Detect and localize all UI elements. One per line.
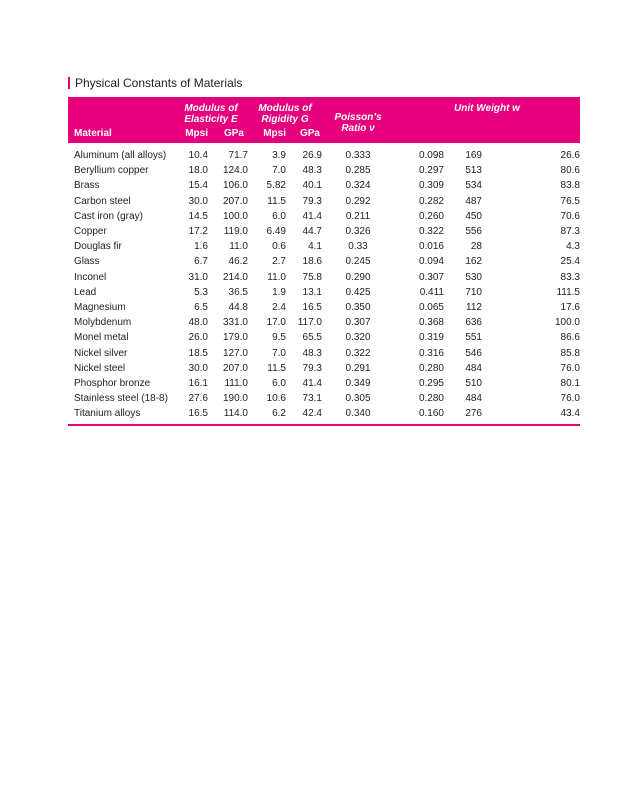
- header-poisson: [322, 97, 394, 143]
- e-gpa-cell: 106.0: [222, 180, 248, 192]
- w-kn-cell: 100.0: [554, 317, 580, 329]
- e-gpa-cell: 114.0: [223, 408, 248, 420]
- header-rigidity: [248, 97, 322, 125]
- poisson-cell: 0.290: [345, 271, 371, 283]
- material-cell: Brass: [74, 180, 100, 192]
- w-lbf-cell: 0.282: [418, 195, 444, 207]
- poisson-cell: 0.324: [345, 180, 371, 192]
- material-cell: Cast iron (gray): [74, 210, 143, 222]
- g-mpsi-cell: 6.2: [272, 408, 286, 420]
- material-cell: Monel metal: [74, 332, 129, 344]
- header-poisson-line2: Ratio ν: [341, 123, 375, 134]
- w-lbf-cell: 0.295: [418, 377, 444, 389]
- w-lbf-cell: 0.319: [418, 332, 444, 344]
- g-mpsi-cell: 10.6: [266, 393, 286, 405]
- table-row: [68, 224, 580, 239]
- w-lbf-cell: 0.094: [418, 256, 444, 268]
- w-kn-cell: 111.5: [556, 286, 580, 298]
- table-row: [68, 270, 580, 285]
- table-row: [68, 300, 580, 315]
- w-lbf2-cell: 487: [465, 195, 482, 207]
- poisson-cell: 0.291: [345, 362, 371, 374]
- w-lbf-cell: 0.322: [418, 226, 444, 238]
- w-lbf-cell: 0.316: [418, 347, 444, 359]
- poisson-cell: 0.340: [345, 408, 371, 420]
- g-mpsi-cell: 5.82: [266, 180, 286, 192]
- g-gpa-cell: 41.4: [302, 377, 322, 389]
- physical-constants-table: [68, 97, 580, 421]
- g-gpa-cell: 73.1: [302, 393, 322, 405]
- w-lbf2-cell: 710: [465, 286, 482, 298]
- header-rigidity-line2: Rigidity G: [261, 114, 309, 125]
- e-mpsi-cell: 6.7: [194, 256, 208, 268]
- g-mpsi-cell: 0.6: [272, 241, 286, 253]
- header-elasticity-line2: Elasticity E: [184, 114, 238, 125]
- e-gpa-cell: 119.0: [223, 226, 248, 238]
- e-gpa-cell: 36.5: [228, 286, 248, 298]
- poisson-cell: 0.350: [345, 301, 371, 313]
- poisson-cell: 0.307: [345, 317, 371, 329]
- table-row: [68, 209, 580, 224]
- w-lbf2-cell: 484: [465, 393, 482, 405]
- g-gpa-cell: 117.0: [297, 317, 322, 329]
- material-cell: Carbon steel: [74, 195, 131, 207]
- material-cell: Copper: [74, 226, 107, 238]
- w-lbf-cell: 0.160: [418, 408, 444, 420]
- material-cell: Stainless steel (18-8): [74, 393, 168, 405]
- e-mpsi-cell: 10.4: [188, 150, 208, 162]
- header-g-mpsi: Mpsi: [248, 125, 286, 143]
- poisson-cell: 0.292: [345, 195, 371, 207]
- w-lbf2-cell: 510: [465, 377, 482, 389]
- g-gpa-cell: 4.1: [308, 241, 322, 253]
- w-kn-cell: 4.3: [566, 241, 580, 253]
- poisson-cell: 0.245: [345, 256, 371, 268]
- poisson-cell: 0.285: [345, 165, 371, 177]
- w-lbf-cell: 0.368: [418, 317, 444, 329]
- material-cell: Glass: [74, 256, 100, 268]
- table-row: [68, 254, 580, 269]
- g-mpsi-cell: 3.9: [272, 150, 286, 162]
- header-unit-weight: Unit Weight w: [394, 97, 580, 143]
- e-mpsi-cell: 16.5: [188, 408, 208, 420]
- table-row: [68, 315, 580, 330]
- table-row: [68, 330, 580, 345]
- g-mpsi-cell: 2.7: [272, 256, 286, 268]
- e-mpsi-cell: 31.0: [188, 271, 208, 283]
- g-gpa-cell: 40.1: [302, 180, 322, 192]
- w-lbf2-cell: 556: [465, 226, 482, 238]
- w-lbf2-cell: 450: [465, 210, 482, 222]
- table-row: [68, 361, 580, 376]
- table-bottom-rule: [68, 424, 580, 426]
- w-kn-cell: 26.6: [560, 150, 580, 162]
- w-lbf2-cell: 551: [465, 332, 482, 344]
- page-title-text: Physical Constants of Materials: [75, 76, 243, 90]
- e-mpsi-cell: 16.1: [188, 377, 208, 389]
- w-lbf-cell: 0.098: [418, 150, 444, 162]
- table-row: [68, 376, 580, 391]
- g-mpsi-cell: 7.0: [272, 165, 286, 177]
- w-lbf2-cell: 636: [465, 317, 482, 329]
- w-kn-cell: 80.1: [560, 377, 580, 389]
- material-cell: Beryllium copper: [74, 165, 149, 177]
- w-kn-cell: 17.6: [560, 301, 580, 313]
- g-gpa-cell: 48.3: [302, 347, 322, 359]
- g-gpa-cell: 65.5: [302, 332, 322, 344]
- e-gpa-cell: 207.0: [222, 195, 248, 207]
- material-cell: Douglas fir: [74, 241, 122, 253]
- w-lbf-cell: 0.411: [419, 286, 444, 298]
- w-lbf2-cell: 162: [465, 256, 482, 268]
- e-gpa-cell: 71.7: [228, 150, 248, 162]
- e-mpsi-cell: 30.0: [188, 362, 208, 374]
- poisson-cell: 0.33: [348, 241, 368, 253]
- g-mpsi-cell: 17.0: [266, 317, 286, 329]
- g-gpa-cell: 18.6: [302, 256, 322, 268]
- g-mpsi-cell: 7.0: [272, 347, 286, 359]
- w-lbf2-cell: 534: [465, 180, 482, 192]
- table-row: [68, 406, 580, 421]
- poisson-cell: 0.326: [345, 226, 371, 238]
- poisson-cell: 0.322: [345, 347, 371, 359]
- w-kn-cell: 87.3: [560, 226, 580, 238]
- w-kn-cell: 80.6: [560, 165, 580, 177]
- material-cell: Nickel steel: [74, 362, 126, 374]
- w-lbf-cell: 0.016: [418, 241, 444, 253]
- w-lbf-cell: 0.307: [418, 271, 444, 283]
- table-row: [68, 178, 580, 193]
- poisson-cell: 0.211: [345, 210, 371, 222]
- table-row: [68, 345, 580, 360]
- table-row: [68, 143, 580, 163]
- e-mpsi-cell: 14.5: [188, 210, 208, 222]
- e-mpsi-cell: 17.2: [188, 226, 208, 238]
- g-mpsi-cell: 6.0: [272, 210, 286, 222]
- e-gpa-cell: 111.0: [224, 377, 248, 389]
- material-cell: Lead: [74, 286, 97, 298]
- e-gpa-cell: 207.0: [222, 362, 248, 374]
- material-cell: Phosphor bronze: [74, 377, 151, 389]
- header-row-top: [68, 97, 580, 125]
- table-row: [68, 194, 580, 209]
- g-mpsi-cell: 11.5: [267, 195, 286, 207]
- material-cell: Nickel silver: [74, 347, 128, 359]
- header-material: Material: [68, 97, 174, 143]
- w-lbf-cell: 0.309: [418, 180, 444, 192]
- w-lbf2-cell: 530: [465, 271, 482, 283]
- g-gpa-cell: 13.1: [302, 286, 322, 298]
- e-gpa-cell: 179.0: [222, 332, 248, 344]
- e-mpsi-cell: 30.0: [188, 195, 208, 207]
- g-gpa-cell: 42.4: [302, 408, 322, 420]
- w-lbf2-cell: 484: [465, 362, 482, 374]
- header-rigidity-line1: Modulus of: [258, 103, 312, 114]
- g-mpsi-cell: 1.9: [272, 286, 286, 298]
- e-mpsi-cell: 18.5: [188, 347, 208, 359]
- header-e-mpsi: Mpsi: [174, 125, 208, 143]
- w-lbf-cell: 0.065: [418, 301, 444, 313]
- e-gpa-cell: 44.8: [228, 301, 248, 313]
- page-title: [68, 76, 242, 90]
- w-kn-cell: 83.8: [560, 180, 580, 192]
- poisson-cell: 0.349: [345, 377, 371, 389]
- poisson-cell: 0.320: [345, 332, 371, 344]
- e-gpa-cell: 214.0: [222, 271, 248, 283]
- g-gpa-cell: 79.3: [302, 362, 322, 374]
- material-cell: Inconel: [74, 271, 107, 283]
- header-poisson-line1: Poisson’s: [334, 112, 382, 123]
- e-gpa-cell: 124.0: [222, 165, 248, 177]
- table-body: [68, 143, 580, 421]
- e-mpsi-cell: 26.0: [188, 332, 208, 344]
- material-cell: Aluminum (all alloys): [74, 150, 167, 162]
- g-mpsi-cell: 11.5: [267, 362, 286, 374]
- w-lbf-cell: 0.297: [418, 165, 444, 177]
- e-mpsi-cell: 15.4: [188, 180, 208, 192]
- table-row: [68, 285, 580, 300]
- table-row: [68, 391, 580, 406]
- w-lbf-cell: 0.260: [418, 210, 444, 222]
- header-e-gpa: GPa: [208, 125, 248, 143]
- w-kn-cell: 25.4: [560, 256, 580, 268]
- e-mpsi-cell: 1.6: [194, 241, 208, 253]
- g-mpsi-cell: 6.0: [272, 377, 286, 389]
- g-gpa-cell: 44.7: [302, 226, 322, 238]
- w-lbf-cell: 0.280: [418, 362, 444, 374]
- w-kn-cell: 83.3: [560, 271, 580, 283]
- g-gpa-cell: 26.9: [302, 150, 322, 162]
- w-lbf2-cell: 112: [466, 301, 482, 313]
- g-gpa-cell: 79.3: [302, 195, 322, 207]
- e-mpsi-cell: 6.5: [194, 301, 208, 313]
- title-accent-bar: [68, 77, 70, 89]
- w-kn-cell: 43.4: [560, 408, 580, 420]
- g-gpa-cell: 41.4: [302, 210, 322, 222]
- w-lbf2-cell: 546: [465, 347, 482, 359]
- w-lbf2-cell: 28: [470, 241, 482, 253]
- e-gpa-cell: 190.0: [222, 393, 248, 405]
- g-mpsi-cell: 6.49: [266, 226, 286, 238]
- g-mpsi-cell: 2.4: [272, 301, 286, 313]
- e-gpa-cell: 46.2: [228, 256, 248, 268]
- e-mpsi-cell: 18.0: [188, 165, 208, 177]
- material-cell: Molybdenum: [74, 317, 132, 329]
- header-elasticity: [174, 97, 248, 125]
- g-mpsi-cell: 9.5: [272, 332, 286, 344]
- w-kn-cell: 70.6: [560, 210, 580, 222]
- w-lbf2-cell: 513: [465, 165, 482, 177]
- e-mpsi-cell: 5.3: [194, 286, 208, 298]
- e-gpa-cell: 11.0: [229, 241, 248, 253]
- w-lbf2-cell: 276: [465, 408, 482, 420]
- e-mpsi-cell: 48.0: [188, 317, 208, 329]
- header-elasticity-line1: Modulus of: [184, 103, 238, 114]
- w-lbf-cell: 0.280: [418, 393, 444, 405]
- table-row: [68, 163, 580, 178]
- header-g-gpa: GPa: [286, 125, 322, 143]
- g-gpa-cell: 48.3: [302, 165, 322, 177]
- table-row: [68, 239, 580, 254]
- material-cell: Titanium alloys: [74, 408, 141, 420]
- poisson-cell: 0.333: [345, 150, 371, 162]
- g-gpa-cell: 16.5: [302, 301, 322, 313]
- poisson-cell: 0.305: [345, 393, 371, 405]
- w-lbf2-cell: 169: [465, 150, 482, 162]
- w-kn-cell: 85.8: [560, 347, 580, 359]
- material-cell: Magnesium: [74, 301, 126, 313]
- g-gpa-cell: 75.8: [302, 271, 322, 283]
- w-kn-cell: 76.0: [560, 393, 580, 405]
- e-gpa-cell: 100.0: [222, 210, 248, 222]
- e-mpsi-cell: 27.6: [188, 393, 208, 405]
- w-kn-cell: 76.5: [560, 195, 580, 207]
- w-kn-cell: 86.6: [560, 332, 580, 344]
- poisson-cell: 0.425: [345, 286, 371, 298]
- g-mpsi-cell: 11.0: [267, 271, 286, 283]
- e-gpa-cell: 331.0: [222, 317, 248, 329]
- w-kn-cell: 76.0: [560, 362, 580, 374]
- e-gpa-cell: 127.0: [222, 347, 248, 359]
